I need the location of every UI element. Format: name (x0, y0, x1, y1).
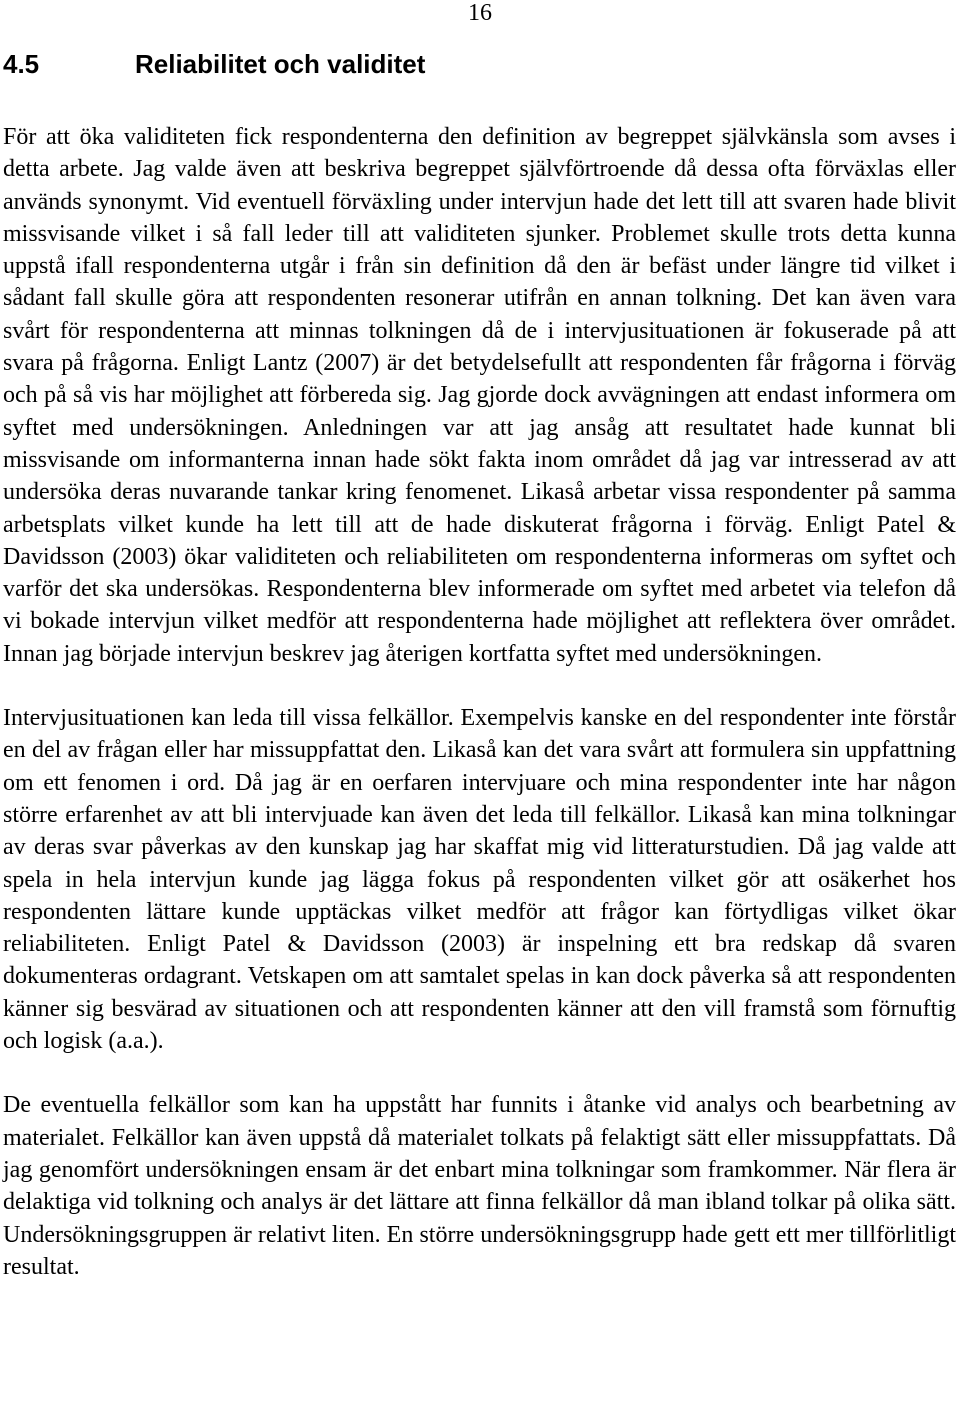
page-number: 16 (468, 0, 492, 26)
body-text (3, 121, 956, 1283)
paragraph-analysis-sources-of-error: De eventuella felkällor som kan ha uppstått har funnits i åtanke vid analys och bearbetning av materialet. Felkällor kan även uppstå då materialet tolkats på felaktigt sätt eller missuppfattats. Då jag genomfört undersökningen ensam är det enbart mina tolkningar som framkommer. När flera är delaktiga vid tolkning och analys är det lättare att finna felkällor då man ibland tolkar på olika sätt. Undersökningsgruppen är relativt liten. En större undersökningsgrupp hade gett ett mer tillförlitligt resultat. (3, 1092, 956, 1280)
section-title: Reliabilitet och validitet (135, 49, 426, 79)
paragraph-validity: För att öka validiteten fick respondenterna den definition av begreppet självkänsla som avses i detta arbete. Jag valde även att beskriva begreppet självförtroende då dessa ofta förväxlas eller används synonymt. Vid eventuell förväxling under intervjun hade det lett till att svaren hade blivit missvisande vilket i så fall leder till att validiteten sjunker. Problemet skulle trots detta kunna uppstå ifall respondenterna utgår i från sin definition då den är befäst under längre tid vilket i sådant fall skulle göra att respondenten resonerar utifrån en annan tolkning. Det kan även vara svårt för respondenterna att minnas tolkningen då de i intervjusituationen är fokuserade på att svara på frågorna. Enligt Lantz (2007) är det betydelsefullt att respondenten får frågorna i förväg och på så vis har möjlighet att förbereda sig. Jag gjorde dock avvägningen att endast informera om syftet med undersökningen. Anledningen var att jag ansåg att resultatet hade kunnat bli missvisande om informanterna innan hade sökt fakta inom området då jag var intresserad av att undersöka deras nuvarande tankar kring fenomenet. Likaså arbetar vissa respondenter på samma arbetsplats vilket kunde ha lett till att de hade diskuterat frågorna i förväg. Enligt Patel & Davidsson (2003) ökar validiteten och reliabiliteten om respondenterna informeras om syftet och varför det ska undersökas. Respondenterna blev informerade om syftet med arbetet via telefon då vi bokade intervjun vilket medför att respondenterna hade möjlighet att reflektera över området. Innan jag började intervjun beskrev jag återigen kortfatta syftet med undersökningen. (3, 124, 956, 667)
section-heading (3, 48, 425, 80)
paragraph-interview-sources-of-error: Intervjusituationen kan leda till vissa felkällor. Exempelvis kanske en del respondenter inte förstår en del av frågan eller har missuppfattat den. Likaså kan det vara svårt att formulera sin uppfattning om ett fenomen i ord. Då jag är en oerfaren intervjuare och mina respondenter inte har någon större erfarenhet av att bli intervjuade kan även det leda till felkällor. Likaså kan mina tolkningar av deras svar påverkas av den kunskap jag har skaffat mig vid litteraturstudien. Då jag valde att spela in hela intervjun kunde jag lägga fokus på respondenten vilket gör att osäkerhet hos respondenten lättare kunde upptäckas vilket medför att frågor kan förtydligas vilket ökar reliabiliteten. Enligt Patel & Davidsson (2003) är inspelning ett bra redskap då svaren dokumenteras ordagrant. Vetskapen om att samtalet spelas in kan dock påverka så att respondenten känner sig besvärad av situationen och att respondenten känner att den vill framstå som förnuftig och logisk (a.a.). (3, 705, 956, 1055)
section-number: 4.5 (3, 49, 40, 79)
